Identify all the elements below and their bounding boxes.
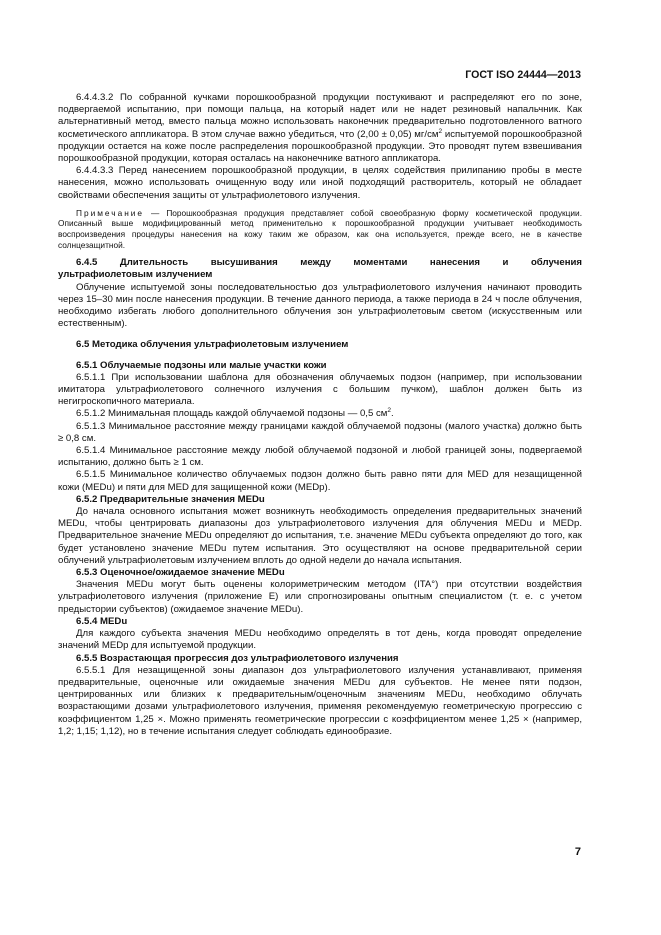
- paragraph-6-5-3: Значения MEDu могут быть оценены колориметрическим методом (ITA°) при отсутствии воздействия ультрафиолетового излучения (приложение Е) или спрогнозированы опытным специалистом (т. е. с учетом предыстории субъектов) (ожидаемое значение MEDu).: [58, 579, 582, 615]
- paragraph-6-4-4-3-3: 6.4.4.3.3 Перед нанесением порошкообразной продукции, в целях содействия прилипанию пробы в месте нанесения, можно использовать очищенную воду или иной подходящий растворитель, который не обладает свойствами обеспечения защиты от ультрафиолетового излучения.: [58, 165, 582, 201]
- paragraph-6-5-5-1: 6.5.5.1 Для незащищенной зоны диапазон доз ультрафиолетового излучения устанавливают, применяя предварительные, оценочные или ожидаемые значения MEDu для субъектов. Не менее пяти подзон, центрированных или близких к предварительным/оценочным значениям MEDu, необходимо облучать возрастающими дозами ультрафиолетового излучения, применяя рекомендуемую геометрическую прогрессию с коэффициентом 1,25 ×. Можно применять геометрические прогрессии с коэффициентом менее 1,25 × (например, 1,2; 1,15; 1,12), но в течение испытания следует соблюдать единообразие.: [58, 664, 582, 737]
- section-heading-6-5-3: 6.5.3 Оценочное/ожидаемое значение MEDu: [76, 567, 285, 579]
- paragraph-6-5-1-1: 6.5.1.1 При использовании шаблона для обозначения облучаемых подзон (например, при использовании имитатора ультрафиолетового солнечного излучения с большим пучком), шаблон должен быть из негигроскопичного материала.: [58, 371, 582, 408]
- section-heading-6-4-5: 6.4.5 Длительность высушивания между моментами нанесения и облучения: [76, 257, 582, 269]
- paragraph-6-5-1-4: 6.5.1.4 Минимальное расстояние между любой облучаемой подзоной и любой границей зоны, подвергаемой испытанию, должно быть ≥ 1 см.: [58, 445, 582, 469]
- paragraph-6-5-1-3: 6.5.1.3 Минимальное расстояние между границами каждой облучаемой подзоны (малого участка) должно быть ≥ 0,8 см.: [58, 420, 582, 444]
- section-heading-6-5-2: 6.5.2 Предварительные значения MEDu: [76, 493, 265, 505]
- section-heading-6-5-1: 6.5.1 Облучаемые подзоны или малые участки кожи: [76, 359, 327, 371]
- section-heading-6-5-5: 6.5.5 Возрастающая прогрессия доз ультрафиолетового излучения: [76, 652, 399, 664]
- note-text: — Порошкообразная продукция представляет собой своеобразную форму косметической продукции. Описанный выше модифицированный метод применительно к порошкообразной продукции учитывает необходимость воспроизведения процедуры нанесения на кожу таким же образом, как она используется, прежде всего, не в качестве солнцезащитной.: [58, 207, 582, 250]
- note: [58, 208, 582, 250]
- paragraph-6-5-4: Для каждого субъекта значения MEDu необходимо определять в тот день, когда проводят определение значений MEDp для испытуемой продукции.: [58, 628, 582, 652]
- page-number: 7: [574, 846, 581, 858]
- paragraph-6-4-5: Облучение испытуемой зоны последовательностью доз ультрафиолетового излучения начинают проводить через 15–30 мин после нанесения продукции. В течение данного периода, а также периода в 24 ч после облучения, необходимо избегать любого дополнительного облучения зон ультрафиолетовым светом (искусственным или естественным).: [58, 281, 582, 330]
- page-content: [58, 92, 582, 738]
- section-heading-6-4-5-cont: ультрафиолетовым излучением: [58, 269, 213, 281]
- document-header: ГОСТ ISO 24444—2013: [465, 69, 581, 81]
- section-heading-6-5: 6.5 Методика облучения ультрафиолетовым излучением: [76, 339, 349, 351]
- paragraph-6-5-2: До начала основного испытания может возникнуть необходимость определения предварительных значений MEDu, чтобы центрировать диапазоны доз ультрафиолетового излучения для облучения MEDu и MEDp. Предварительное значение MEDu определяют до испытания, т.е. значение MEDu субъекта определяют до того, как будет установлено значение MEDu путем испытания. Это осуществляют на основе предварительной серии облучений ультрафиолетовым излучением вплоть до одной недели до начала испытания.: [58, 506, 582, 566]
- section-heading-6-5-4: 6.5.4 MEDu: [76, 615, 128, 627]
- paragraph-6-5-1-2: 6.5.1.2 Минимальная площадь каждой облучаемой подзоны — 0,5 $см^2$.: [76, 407, 394, 420]
- paragraph-6-4-4-3-2: 6.4.4.3.2 По собранной кучками порошкообразной продукции постукивают и распределяют его по зоне, подвергаемой испытанию, при помощи пальца, на который надет или не надет резиновый напальчник. Как альтернативный метод, вместо пальца можно использовать наконечник предварительно подготовленного ватного косметического аппликатора. В этом случае важно убедиться, что (2,00 ± 0,05) $мг/см^2$ испытуемой порошкообразной продукции остается на коже после распределения порошкообразной продукции. Это проводят путем взвешивания порошкообразной продукции, которая осталась на наконечнике ватного аппликатора.: [58, 92, 582, 165]
- paragraph-6-5-1-5: 6.5.1.5 Минимальное количество облучаемых подзон должно быть равно пяти для MED для незащищенной кожи (MEDu) и пяти для MED для защищенной кожи (MEDp).: [58, 469, 582, 493]
- note-label: Примечание: [76, 207, 145, 218]
